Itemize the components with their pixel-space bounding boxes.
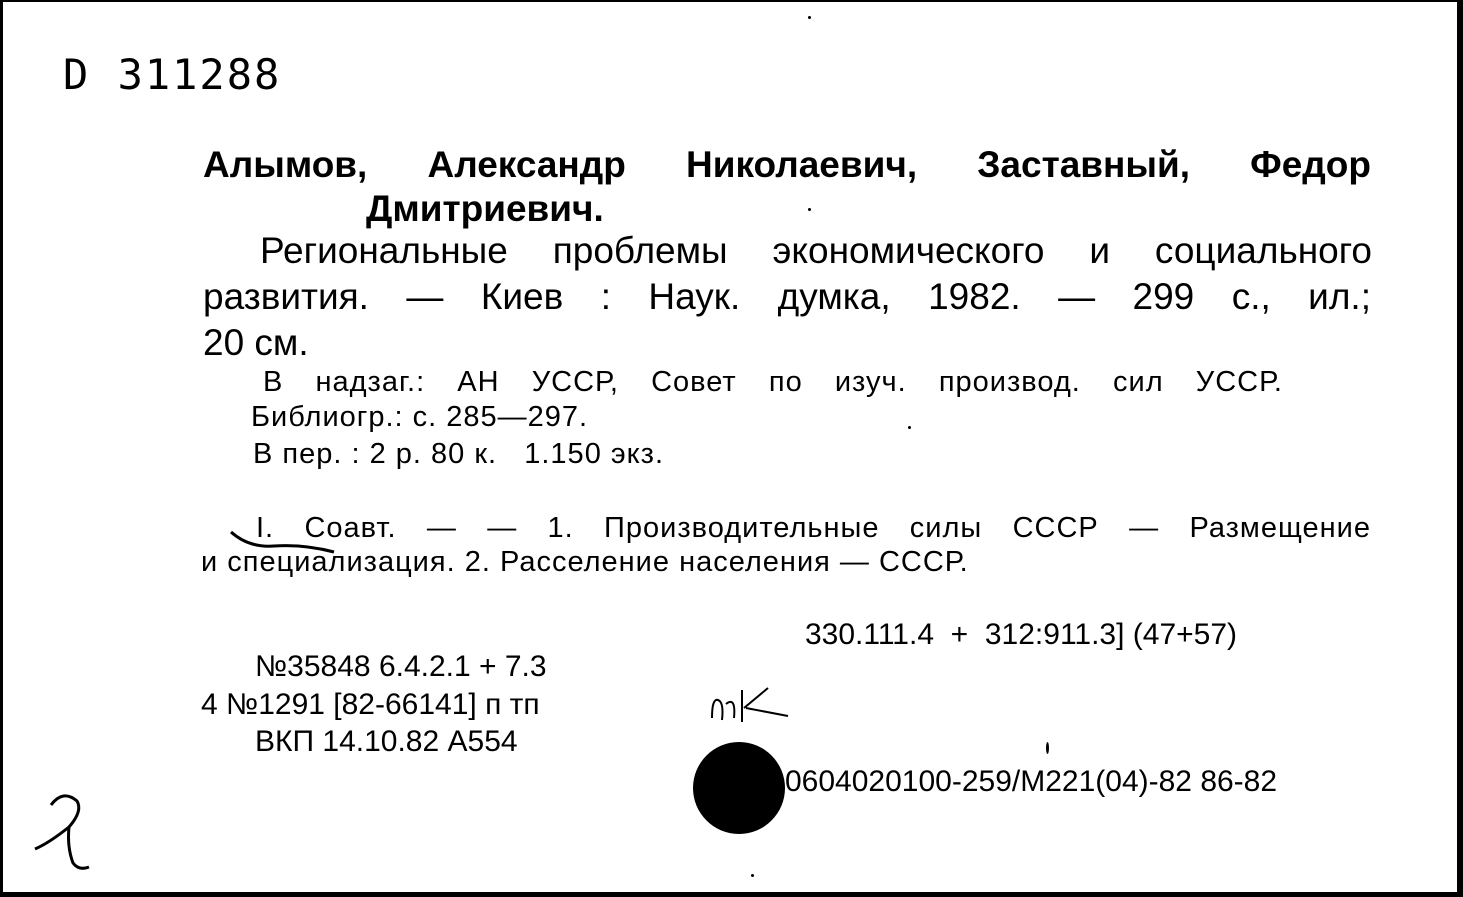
speck-5 — [1046, 742, 1049, 754]
note-bibliography: Библиогр.: с. 285—297. — [251, 401, 589, 433]
catalog-number-line-1: №35848 6.4.2.1 + 7.3 — [255, 650, 547, 683]
speck-1 — [808, 16, 811, 19]
handwritten-number — [29, 787, 99, 877]
subjects-line-2: и специализация. 2. Расселение населения — СССР. — [201, 546, 969, 578]
title-line-1: Региональные проблемы экономического и социального — [260, 230, 1372, 271]
punch-hole — [693, 742, 785, 834]
bottom-code: 0604020100-259/М221(04)-82 86-82 — [785, 765, 1278, 798]
speck-3 — [908, 426, 911, 429]
title-line-2: развития. — Киев : Наук. думка, 1982. — 299 с., ил.; — [203, 276, 1371, 317]
speck-4 — [751, 874, 754, 877]
speck-2 — [808, 208, 811, 211]
udc-index: 330.111.4 + 312:911.3] (47+57) — [805, 618, 1238, 651]
handwritten-initials — [708, 678, 798, 728]
note-header: В надзаг.: АН УССР, Совет по изуч. производ. сил УССР. — [263, 366, 1283, 398]
authors-line-1: Алымов, Александр Николаевич, Заставный, Федор — [203, 144, 1371, 185]
handwritten-stroke — [229, 528, 339, 558]
catalog-number-line-2: 4 №1291 [82-66141] п тп — [201, 688, 540, 721]
authors-line-2: Дмитриевич. — [366, 188, 604, 229]
subjects-line-1: I. Соавт. — — 1. Производительные силы СССР — Размещение — [256, 512, 1371, 544]
title-line-3: 20 см. — [203, 322, 309, 363]
call-number: D 311288 — [63, 50, 282, 99]
catalog-number-line-3: ВКП 14.10.82 А554 — [255, 725, 518, 758]
note-price: В пер. : 2 р. 80 к. 1.150 экз. — [253, 438, 665, 470]
